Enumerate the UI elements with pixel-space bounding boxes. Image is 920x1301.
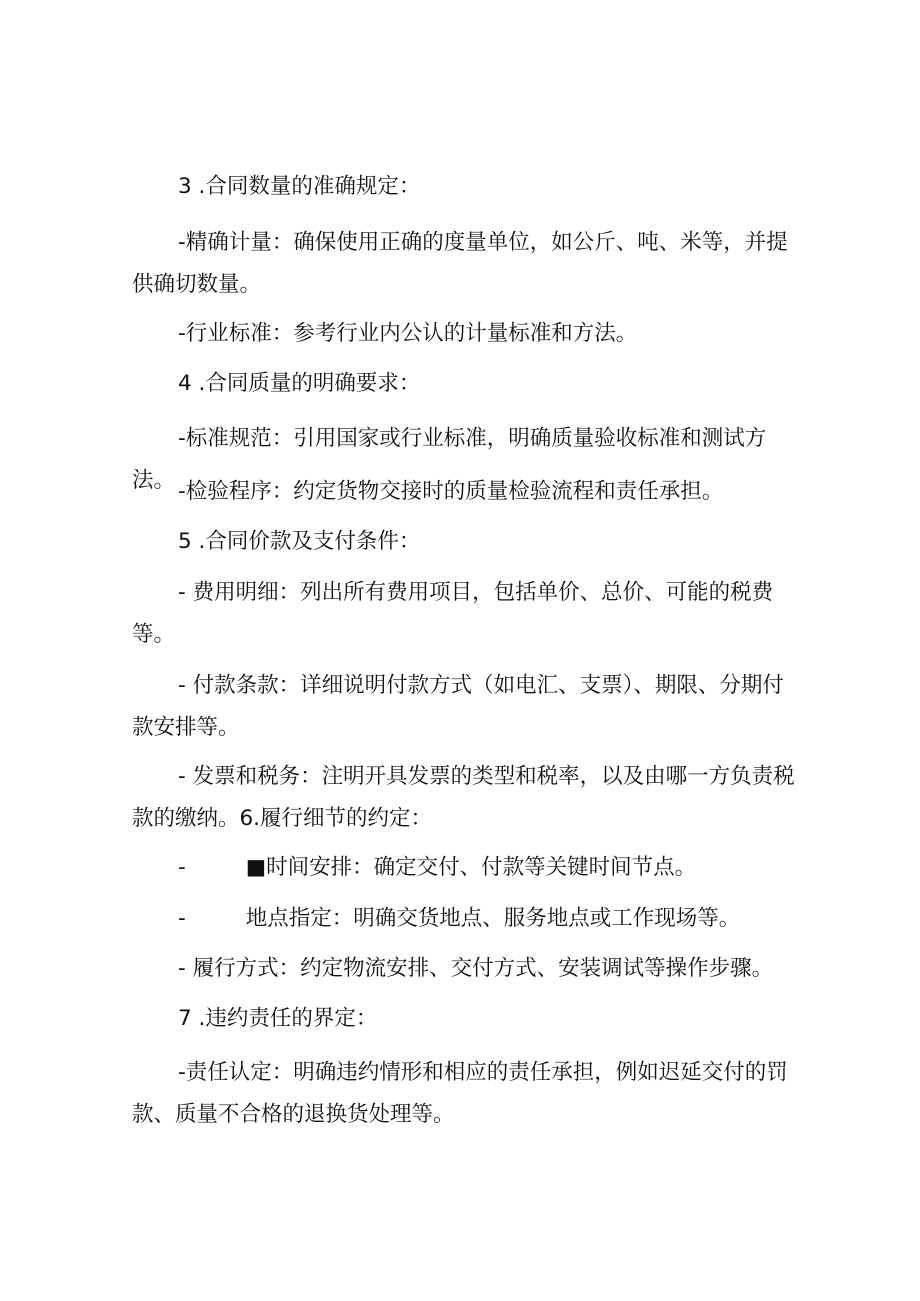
paragraph-location (132, 898, 798, 940)
location-text: 地点指定：明确交货地点、服务地点或工作现场等。 (245, 906, 741, 931)
paragraph-payment-terms: - 付款条款：详细说明付款方式（如电汇、支票）、期限、分期付款安排等。 (132, 673, 784, 740)
paragraph-industry-standard: -行业标准：参考行业内公认的计量标准和方法。 (178, 321, 638, 346)
section-heading-5: 5 .合同价款及支付条件： (178, 529, 421, 554)
section-heading-4: 4 .合同质量的明确要求： (178, 371, 421, 396)
paragraph-invoice-tax: - 发票和税务：注明开具发票的类型和税率，以及由哪一方负责税款的缴纳。6.履行细节的约定： (132, 764, 795, 831)
paragraph-precise-measurement: -精确计量：确保使用正确的度量单位，如公斤、吨、米等，并提供确切数量。 (132, 230, 788, 297)
list-dash: - (178, 906, 186, 931)
paragraph-liability: -责任认定：明确违约情形和相应的责任承担，例如迟延交付的罚款、质量不合格的退换货处理等。 (132, 1060, 788, 1127)
paragraph-fee-details: - 费用明细：列出所有费用项目，包括单价、总价、可能的税费等。 (132, 580, 774, 647)
paragraph-time-schedule (132, 847, 798, 889)
section-heading-3: 3 .合同数量的准确规定： (178, 174, 421, 199)
paragraph-performance-method: - 履行方式：约定物流安排、交付方式、安装调试等操作步骤。 (178, 956, 774, 981)
paragraph-standard-spec: -标准规范：引用国家或行业标准，明确质量验收标准和测试方法。 (132, 426, 767, 493)
time-schedule-text: ■时间安排：确定交付、付款等关键时间节点。 (245, 855, 697, 880)
list-dash: - (178, 855, 186, 880)
section-heading-7: 7 .违约责任的界定： (178, 1006, 378, 1031)
paragraph-inspection-procedure: -检验程序：约定货物交接时的质量检验流程和责任承担。 (178, 479, 724, 504)
